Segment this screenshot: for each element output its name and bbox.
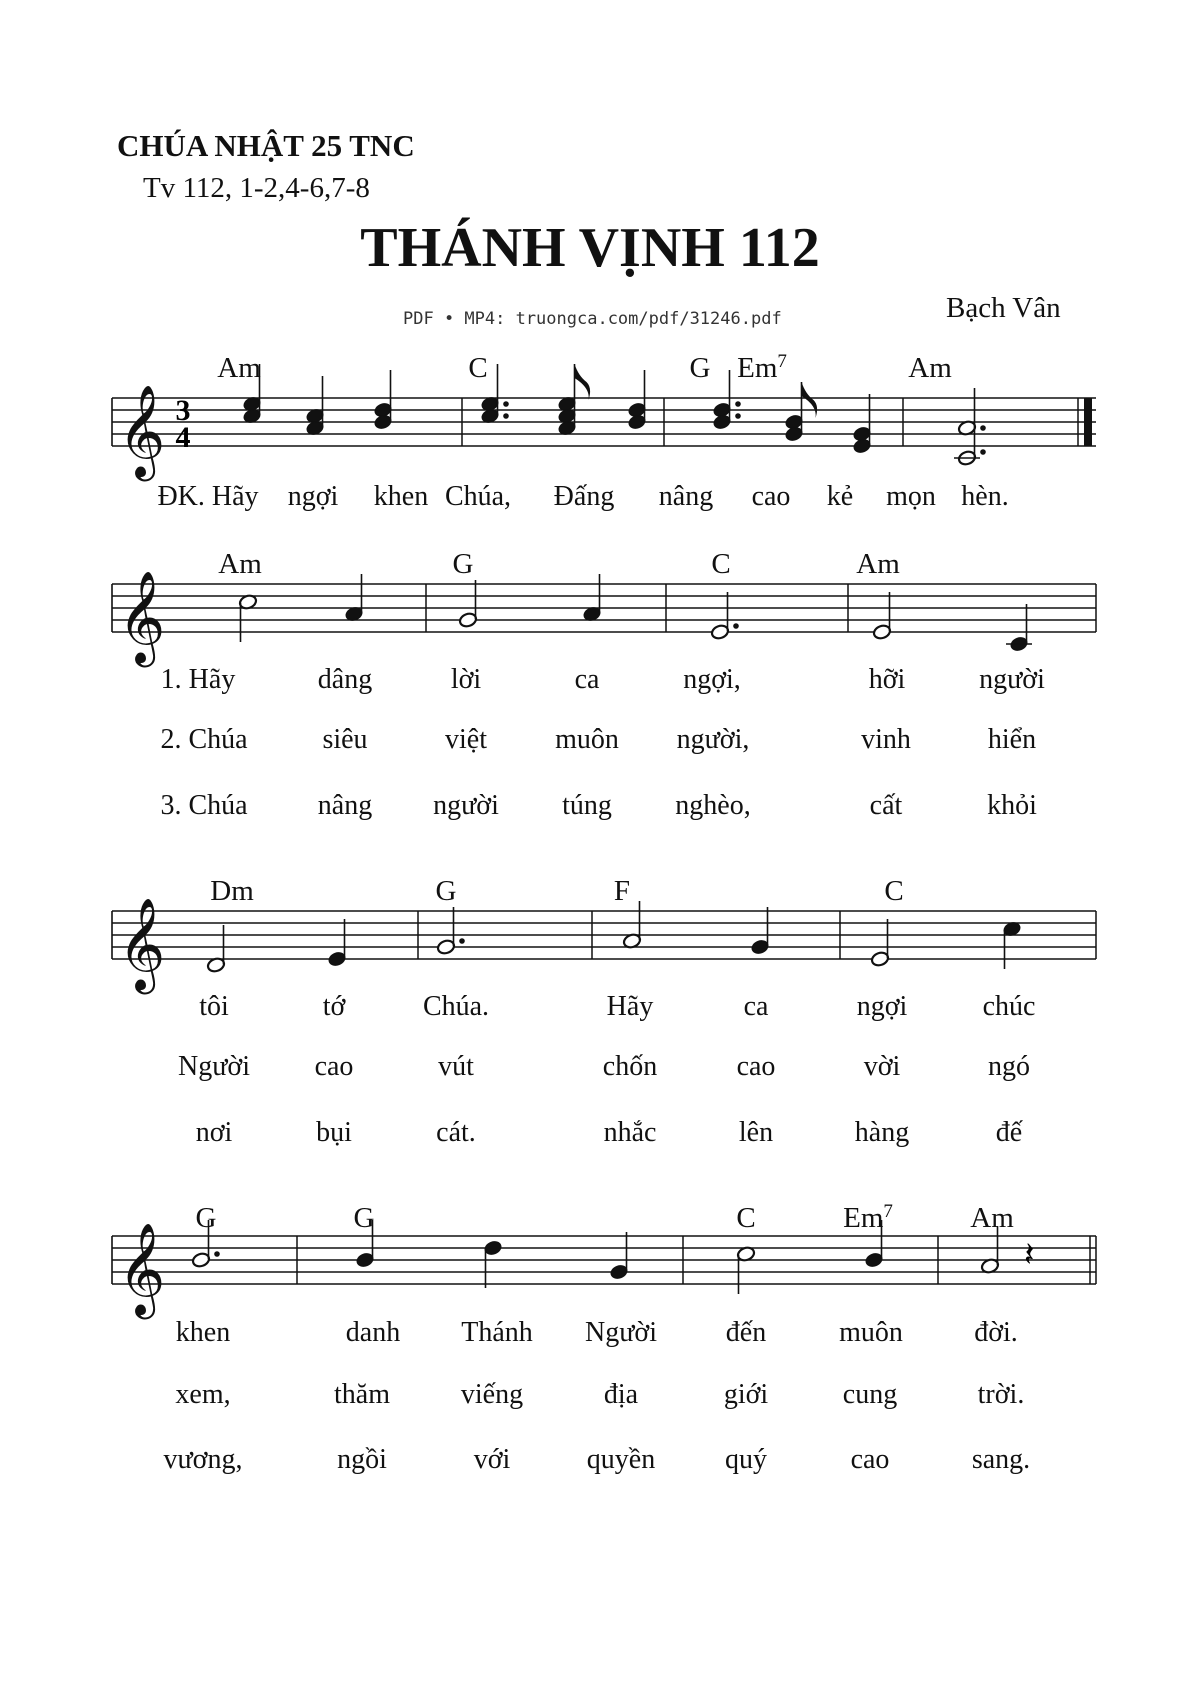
source-link-text: PDF • MP4: truongca.com/pdf/31246.pdf xyxy=(403,309,782,329)
chord-symbol: Am xyxy=(217,352,261,384)
lyric-syllable: dâng xyxy=(317,664,373,695)
chord-symbol: C xyxy=(468,352,488,384)
dot xyxy=(214,1251,220,1257)
chord-symbol: F xyxy=(613,875,631,907)
chord-symbol: Am xyxy=(908,352,952,384)
chord-symbol: G xyxy=(452,548,474,580)
lyric-syllable: tôi xyxy=(199,991,229,1022)
chord-symbol: G xyxy=(195,1202,217,1234)
lyric-syllable: lên xyxy=(738,1117,774,1148)
lyric-syllable: đế xyxy=(995,1117,1023,1148)
lyric-syllable: lời xyxy=(450,664,482,695)
lyric-syllable: túng xyxy=(562,790,612,821)
chord-symbol: Dm xyxy=(210,875,254,907)
lyric-syllable: Chúa, xyxy=(444,481,512,512)
lyric-syllable: hèn. xyxy=(961,481,1009,512)
treble-clef-icon: 𝄞 xyxy=(118,384,166,477)
chord-symbol: Am xyxy=(970,1202,1014,1234)
lyric-syllable: đời. xyxy=(974,1317,1018,1348)
lyric-syllable: người xyxy=(979,664,1045,695)
dot xyxy=(980,449,986,455)
psalm-reference: Tv 112, 1-2,4-6,7-8 xyxy=(143,172,370,204)
lyric-syllable: ngợi xyxy=(287,481,339,512)
lyric-syllable: ngợi xyxy=(856,991,908,1022)
treble-clef-icon: 𝄞 xyxy=(118,897,166,990)
lyric-syllable: hỡi xyxy=(868,664,906,695)
occasion-heading: CHÚA NHẬT 25 TNC xyxy=(117,128,415,163)
chord-symbol: G xyxy=(435,875,457,907)
chord-symbol: Am xyxy=(218,548,262,580)
lyric-syllable: việt xyxy=(445,724,487,755)
lyric-syllable: khỏi xyxy=(987,790,1037,821)
lyric-syllable: nâng xyxy=(658,481,714,512)
treble-clef-icon: 𝄞 xyxy=(118,570,166,663)
lyric-syllable: địa xyxy=(603,1379,639,1410)
lyric-syllable: với xyxy=(473,1444,511,1475)
lyric-syllable: muôn xyxy=(555,724,619,755)
staff-system xyxy=(112,1201,1096,1475)
dot xyxy=(735,401,741,407)
lyric-syllable: cát. xyxy=(436,1117,476,1148)
treble-clef-icon: 𝄞 xyxy=(118,1222,166,1315)
eighth-flag xyxy=(802,382,818,418)
lyric-syllable: siêu xyxy=(322,724,368,755)
lyric-syllable: quý xyxy=(725,1444,767,1475)
lyric-syllable: cao xyxy=(314,1051,354,1082)
lyric-syllable: Đấng xyxy=(553,481,615,512)
lyric-syllable: danh xyxy=(345,1317,401,1348)
lyric-syllable: sang. xyxy=(971,1444,1031,1475)
dot xyxy=(733,623,739,629)
lyric-syllable: cao xyxy=(736,1051,776,1082)
lyric-syllable: Người xyxy=(585,1317,657,1348)
staff-system xyxy=(112,351,1096,512)
lyric-syllable: vút xyxy=(438,1051,474,1082)
eighth-flag xyxy=(575,364,591,400)
staff-system xyxy=(112,548,1096,821)
lyric-syllable: Chúa. xyxy=(422,991,490,1022)
lyric-syllable: kẻ xyxy=(826,481,854,512)
staff-system xyxy=(112,875,1096,1148)
lyric-syllable: bụi xyxy=(316,1117,352,1148)
lyric-syllable: đến xyxy=(725,1317,767,1348)
lyric-syllable: ĐK. Hãy xyxy=(157,481,259,512)
lyric-syllable: Người xyxy=(178,1051,250,1082)
lyric-syllable: cung xyxy=(842,1379,898,1410)
lyric-syllable: vời xyxy=(863,1051,901,1082)
lyric-syllable: người xyxy=(433,790,499,821)
lyric-syllable: ngó xyxy=(988,1051,1030,1082)
lyric-syllable: hiển xyxy=(987,724,1037,755)
lyric-syllable: cao xyxy=(850,1444,890,1475)
chord-symbol: C xyxy=(711,548,731,580)
dot xyxy=(735,413,741,419)
lyric-syllable: ngồi xyxy=(337,1444,387,1475)
lyric-syllable: cất xyxy=(869,790,903,821)
time-signature-bottom: 4 xyxy=(175,421,191,454)
lyric-syllable: chốn xyxy=(602,1051,658,1082)
lyric-syllable: mọn xyxy=(886,481,936,512)
lyric-syllable: hàng xyxy=(854,1117,910,1148)
lyric-syllable: ca xyxy=(574,664,600,695)
chord-symbol: G xyxy=(689,352,711,384)
lyric-syllable: 1. Hãy xyxy=(160,664,236,695)
lyric-syllable: tớ xyxy=(322,991,346,1022)
lyric-syllable: muôn xyxy=(839,1317,903,1348)
lyric-syllable: Thánh xyxy=(461,1317,533,1348)
lyric-syllable: nhắc xyxy=(603,1117,657,1148)
page-title-text: THÁNH VỊNH 112 xyxy=(360,217,820,279)
lyric-syllable: chúc xyxy=(982,991,1036,1022)
lyric-syllable: xem, xyxy=(175,1379,231,1410)
lyric-syllable: vinh xyxy=(861,724,911,755)
dot xyxy=(980,425,986,431)
composer-name: Bạch Vân xyxy=(946,292,1061,324)
lyric-syllable: viếng xyxy=(460,1379,524,1410)
dot xyxy=(503,401,509,407)
lyric-syllable: quyền xyxy=(586,1444,656,1475)
lyric-syllable: nâng xyxy=(317,790,373,821)
lyric-syllable: khen xyxy=(175,1317,231,1348)
chord-symbol: Am xyxy=(856,548,900,580)
dot xyxy=(503,413,509,419)
lyric-syllable: nơi xyxy=(195,1117,233,1148)
chord-symbol: C xyxy=(884,875,904,907)
chord-symbol: G xyxy=(353,1202,375,1234)
lyric-syllable: ca xyxy=(743,991,769,1022)
final-barline xyxy=(1084,398,1092,446)
lyric-syllable: cao xyxy=(751,481,791,512)
lyric-syllable: khen xyxy=(373,481,429,512)
lyric-syllable: 2. Chúa xyxy=(160,724,248,755)
lyric-syllable: ngợi, xyxy=(683,664,741,695)
lyric-syllable: nghèo, xyxy=(675,790,751,821)
chord-symbol: Em$^7$ xyxy=(737,351,787,384)
lyric-syllable: thăm xyxy=(334,1379,390,1410)
chord-symbol: C xyxy=(736,1202,756,1234)
lyric-syllable: người, xyxy=(676,724,750,755)
chord-symbol: Em$^7$ xyxy=(843,1201,893,1234)
lyric-syllable: 3. Chúa xyxy=(160,790,248,821)
time-signature-top: 3 xyxy=(175,394,191,427)
lyric-syllable: Hãy xyxy=(606,991,654,1022)
lyric-syllable: giới xyxy=(723,1379,769,1410)
quarter-rest: 𝄽 xyxy=(1024,1235,1035,1275)
lyric-syllable: trời. xyxy=(977,1379,1025,1410)
dot xyxy=(459,938,465,944)
lyric-syllable: vương, xyxy=(163,1444,243,1475)
